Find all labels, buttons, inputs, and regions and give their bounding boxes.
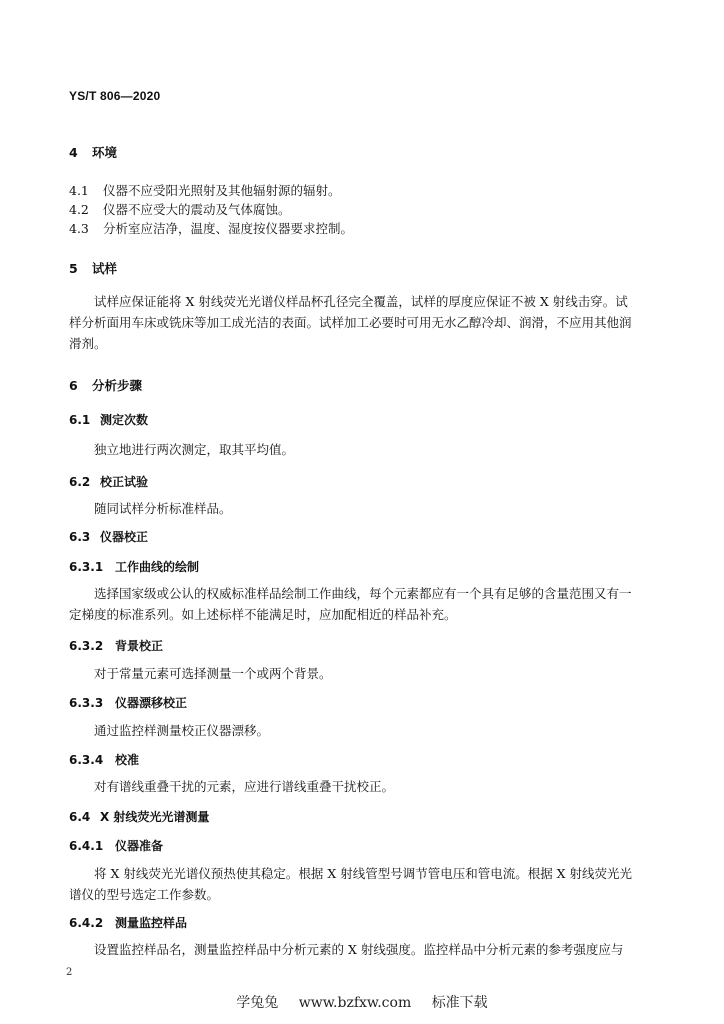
clause-text: 仪器不应受阳光照射及其他辐射源的辐射。 (103, 183, 341, 198)
subsection-text-6-3-4: 对有谱线重叠干扰的元素，应进行谱线重叠干扰校正。 (94, 779, 395, 794)
subsection-title: 仪器校正 (100, 530, 149, 544)
subsection-title: 校正试验 (100, 475, 149, 489)
subsection-number: 6.1 (69, 413, 91, 427)
clause-number: 4.1 (69, 183, 89, 198)
section-heading-4 (69, 143, 117, 161)
section-heading-6 (69, 376, 142, 394)
subsection-number: 6.3.1 (69, 560, 104, 574)
paragraph-line: 设置监控样品名，测量监控样品中分析元素的 X 射线强度。监控样品中分析元素的参考强度应与 (94, 942, 624, 957)
paragraph-line: 样分析面用车床或铣床等加工成光洁的表面。试样加工必要时可用无水乙醇冷却、润滑，不应用其他润 (69, 315, 632, 330)
document-code: YS/T 806—2020 (69, 89, 161, 103)
paragraph-line: 滑剂。 (69, 336, 107, 351)
subsection-number: 6.4.2 (69, 916, 104, 930)
subsection-title: 背景校正 (115, 639, 164, 653)
section-number: 5 (69, 261, 78, 276)
subsection-title: 测定次数 (100, 413, 149, 427)
subsection-heading-6-3-2 (69, 637, 163, 654)
section-number: 6 (69, 378, 78, 393)
subsection-text-6-3-3: 通过监控样测量校正仪器漂移。 (94, 723, 270, 738)
subsection-number: 6.3.3 (69, 696, 104, 710)
paragraph-line: 谱仪的型号选定工作参数。 (69, 887, 220, 902)
subsection-heading-6-3 (69, 528, 148, 545)
subsection-title: 仪器漂移校正 (115, 696, 188, 710)
clause-4-2 (69, 200, 291, 218)
clause-number: 4.2 (69, 202, 89, 217)
subsection-number: 6.4.1 (69, 839, 104, 853)
watermark-tagline: 标准下载 (431, 995, 488, 1011)
watermark-banner (0, 992, 724, 1012)
section-heading-5 (69, 259, 117, 277)
clause-4-3 (69, 219, 353, 237)
clause-4-1 (69, 181, 341, 199)
subsection-text-6-3-2: 对于常量元素可选择测量一个或两个背景。 (94, 666, 332, 681)
section-title: 试样 (92, 261, 118, 276)
section-title: 分析步骤 (92, 378, 143, 393)
subsection-heading-6-4-1 (69, 837, 163, 854)
subsection-title: 工作曲线的绘制 (115, 560, 200, 574)
subsection-title: 仪器准备 (115, 839, 164, 853)
subsection-number: 6.3.2 (69, 639, 104, 653)
subsection-number: 6.3.4 (69, 753, 104, 767)
subsection-heading-6-3-3 (69, 694, 187, 711)
paragraph-line: 将 X 射线荧光光谱仪预热使其稳定。根据 X 射线管型号调节管电压和管电流。根据 X 射线荧光光 (94, 866, 633, 881)
subsection-text-6-1: 独立地进行两次测定，取其平均值。 (94, 442, 295, 457)
subsection-heading-6-4 (69, 808, 209, 825)
subsection-number: 6.3 (69, 530, 91, 544)
watermark-url[interactable]: www.bzfxw.com (298, 995, 412, 1011)
paragraph-line: 定梯度的标准系列。如上述标样不能满足时，应加配相近的样品补充。 (69, 607, 457, 622)
section-title: 环境 (92, 145, 118, 160)
clause-text: 仪器不应受大的震动及气体腐蚀。 (103, 202, 291, 217)
subsection-number: 6.4 (69, 810, 91, 824)
subsection-text-6-2: 随同试样分析标准样品。 (94, 501, 232, 516)
clause-text: 分析室应洁净，温度、湿度按仪器要求控制。 (103, 221, 354, 236)
subsection-heading-6-2 (69, 473, 148, 490)
subsection-title: 校准 (115, 753, 140, 767)
subsection-number: 6.2 (69, 475, 91, 489)
subsection-heading-6-4-2 (69, 914, 187, 931)
subsection-heading-6-1 (69, 411, 148, 428)
subsection-title: X 射线荧光光谱测量 (100, 810, 210, 824)
subsection-title: 测量监控样品 (115, 916, 188, 930)
subsection-heading-6-3-4 (69, 751, 139, 768)
watermark-site-name: 学兔兔 (236, 995, 279, 1011)
paragraph-line: 试样应保证能将 X 射线荧光光谱仪样品杯孔径完全覆盖，试样的厚度应保证不被 X 射线击穿。试 (94, 294, 628, 309)
page-number: 2 (66, 967, 73, 978)
subsection-heading-6-3-1 (69, 558, 199, 575)
clause-number: 4.3 (69, 221, 89, 236)
section-number: 4 (69, 145, 78, 160)
paragraph-line: 选择国家级或公认的权威标准样品绘制工作曲线，每个元素都应有一个具有足够的含量范围又有一 (94, 586, 632, 601)
